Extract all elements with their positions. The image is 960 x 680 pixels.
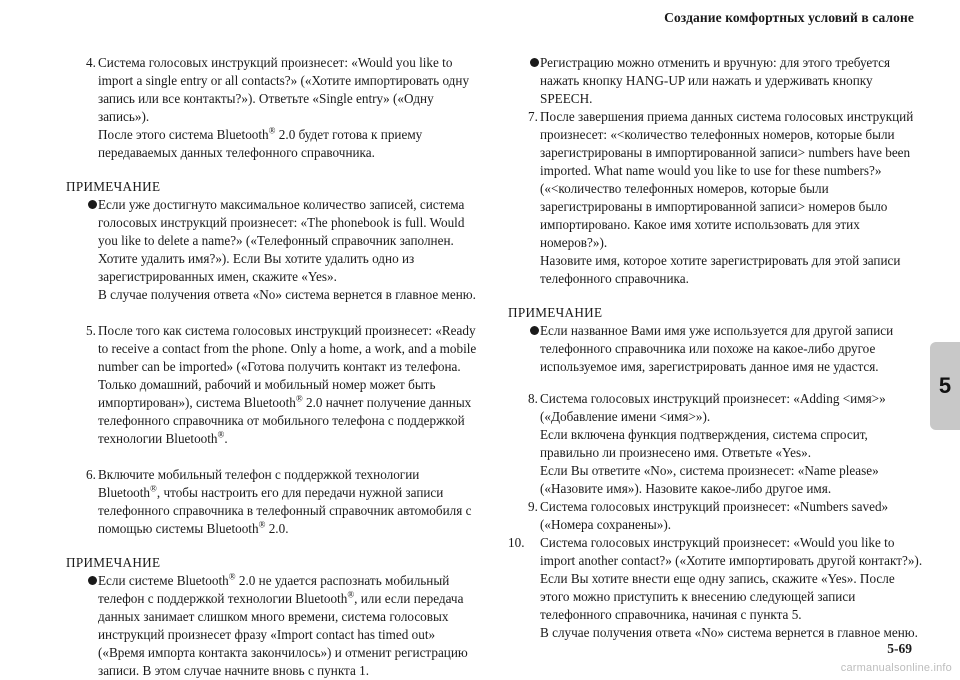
step-text: После завершения приема данных система голосовых инструкций произнесет: «<количество телефонных номеров, которые были зарегистрированы в импортированной записи> numbers have been imported. What name would you like to use for these numbers?» («<количество телефонных номеров, которые были зарегистрированы в импортированной записи> номеров было импортировано. Какое имя хотите использовать для этих номеров?»). bbox=[540, 109, 914, 250]
note-bullet bbox=[508, 322, 924, 376]
registered-mark: ® bbox=[228, 571, 236, 582]
step-number: 9. bbox=[528, 499, 538, 514]
note-text: Если уже достигнуто максимальное количество записей, система голосовых инструкций произнесет: «The phonebook is full. Would you like to delete a name?» («Телефонный справочник заполнен. Хотите удалить имя?»). Если Вы хотите удалить одно из зарегистрированных имен, скажите «Yes». bbox=[98, 197, 465, 284]
step-followup: В случае получения ответа «No» система вернется в главное меню. bbox=[540, 625, 918, 640]
step-text bbox=[98, 466, 482, 538]
text-run: 2.0 будет готова к приему передаваемых данных телефонного справочника. bbox=[98, 127, 423, 160]
cancel-bullet bbox=[508, 54, 924, 108]
text-run: После этого система Bluetooth bbox=[98, 127, 269, 142]
step-number: 6. bbox=[86, 467, 96, 482]
left-column bbox=[66, 54, 482, 680]
note-text: В случае получения ответа «No» система вернется в главное меню. bbox=[98, 287, 476, 302]
step-text: Система голосовых инструкций произнесет: «Numbers saved» («Номера сохранены»). bbox=[540, 499, 889, 532]
step-number: 5. bbox=[86, 323, 96, 338]
text-run: . bbox=[224, 431, 228, 446]
note-heading: ПРИМЕЧАНИЕ bbox=[508, 305, 603, 320]
bullet-dot-icon bbox=[530, 58, 539, 67]
registered-mark: ® bbox=[258, 519, 266, 530]
registered-mark: ® bbox=[150, 483, 157, 494]
bullet-dot-icon bbox=[530, 326, 539, 335]
text-run: После того как система голосовых инструкций произнесет: «Ready to receive a contact from the phone. Only a home, a work, and a mobile number can be imported» («Готова получить контакт из телефона. Только домашний, рабочий и мобильный номер может быть импортирован»), система Bluetooth bbox=[98, 323, 477, 410]
step-text: Система голосовых инструкций произнесет: «Adding <имя>» («Добавление имени <имя>»). bbox=[540, 391, 886, 424]
registered-mark: ® bbox=[295, 393, 303, 404]
step-number: 4. bbox=[86, 55, 96, 70]
text-run: 2.0 не удается распознать мобильный телефон с поддержкой технологии Bluetooth bbox=[98, 573, 450, 606]
step-number: 7. bbox=[528, 109, 538, 124]
text-run: , или если передача данных занимает слишком много времени, система голосовых инструкций произнесет фразу «Import contact has timed out» («Время импорта контакта закончилось») и отменит регистрацию записи. В этом случае начните вновь с пункта 1. bbox=[98, 591, 468, 678]
bullet-dot-icon bbox=[88, 200, 97, 209]
text-run: 2.0 начнет получение данных телефонного справочника от мобильного телефона с поддержкой технологии Bluetooth bbox=[98, 395, 472, 446]
step-followup: Назовите имя, которое хотите зарегистрировать для этой записи телефонного справочника. bbox=[540, 253, 901, 286]
step-followup bbox=[98, 126, 482, 162]
step-5 bbox=[66, 322, 482, 448]
registered-mark: ® bbox=[268, 125, 276, 136]
chapter-tab bbox=[930, 342, 960, 430]
chapter-number: 5 bbox=[938, 373, 952, 398]
note-heading: ПРИМЕЧАНИЕ bbox=[66, 179, 161, 194]
right-column bbox=[508, 54, 924, 642]
step-text bbox=[98, 322, 482, 448]
registered-mark: ® bbox=[217, 429, 225, 440]
running-header: Создание комфортных условий в салоне bbox=[664, 10, 914, 25]
note-text bbox=[98, 572, 482, 680]
step-number: 10. bbox=[508, 535, 525, 550]
step-4 bbox=[66, 54, 482, 162]
step-followup: Если Вы ответите «No», система произнесет: «Name please» («Назовите имя»). Назовите какое-либо другое имя. bbox=[540, 463, 879, 496]
note-heading: ПРИМЕЧАНИЕ bbox=[66, 555, 161, 570]
step-6 bbox=[66, 466, 482, 538]
text-run: , чтобы настроить его для передачи нужной записи телефонного справочника в телефонный справочник автомобиля с помощью системы Bluetooth bbox=[98, 485, 472, 536]
step-number: 8. bbox=[528, 391, 538, 406]
note-text: Если названное Вами имя уже используется для другой записи телефонного справочника или похоже на какое-либо другое используемое имя, зарегистрировать данное имя не удастся. bbox=[540, 323, 894, 374]
step-text: Система голосовых инструкций произнесет: «Would you like to import a single entry or all contacts?» («Хотите импортировать одну запись или все контакты?»). Ответьте «Single entry» («Одну запись»). bbox=[98, 55, 470, 124]
bullet-dot-icon bbox=[88, 576, 97, 585]
note-bullet bbox=[66, 196, 482, 304]
step-7 bbox=[508, 108, 924, 288]
bullet-text: Регистрацию можно отменить и вручную: для этого требуется нажать кнопку HANG-UP или нажать и удерживать кнопку SPEECH. bbox=[540, 55, 891, 106]
page-number: 5-69 bbox=[887, 641, 912, 656]
watermark: carmanualsonline.info bbox=[840, 662, 952, 674]
step-text: Система голосовых инструкций произнесет: «Would you like to import another contact?» («Хотите импортировать другой контакт?»). bbox=[540, 535, 923, 568]
text-run: 2.0. bbox=[265, 521, 289, 536]
step-followup: Если включена функция подтверждения, система спросит, правильно ли произнесено имя. Ответьте «Yes». bbox=[540, 427, 868, 460]
step-followup: Если Вы хотите внести еще одну запись, скажите «Yes». После этого можно приступить к внесению следующей записи телефонного справочника, начиная с пункта 5. bbox=[540, 571, 895, 622]
note-bullet bbox=[66, 572, 482, 680]
step-10 bbox=[508, 534, 924, 642]
step-9 bbox=[508, 498, 924, 534]
registered-mark: ® bbox=[347, 589, 355, 600]
text-run: Если системе Bluetooth bbox=[98, 573, 229, 588]
step-8 bbox=[508, 390, 924, 498]
text-run: Включите мобильный телефон с поддержкой технологии Bluetooth bbox=[98, 467, 420, 500]
